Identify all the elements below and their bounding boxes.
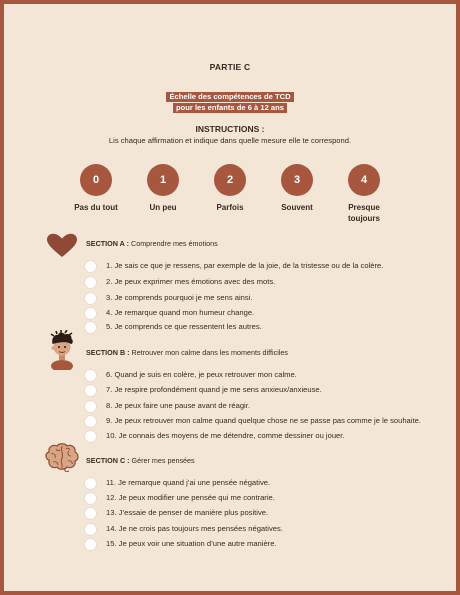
item-text: 4. Je remarque quand mon humeur change. [106, 308, 255, 317]
item-text: 8. Je peux faire une pause avant de réagir. [106, 401, 250, 410]
answer-radio-4[interactable] [84, 307, 97, 320]
item-text: 7. Je respire profondément quand je me sens anxieux/anxieuse. [106, 385, 322, 394]
answer-radio-9[interactable] [84, 415, 97, 428]
answer-radio-13[interactable] [84, 507, 97, 520]
answer-radio-14[interactable] [84, 523, 97, 536]
scale-title-line1: Échelle des compétences de TCD [166, 92, 293, 102]
scale-circle-2: 2 [214, 164, 246, 196]
scale-circle-3: 3 [281, 164, 313, 196]
answer-radio-3[interactable] [84, 292, 97, 305]
answer-radio-15[interactable] [84, 538, 97, 551]
scale-label-2: Parfois [216, 203, 244, 212]
section-c-heading [86, 456, 195, 465]
section-b-label: SECTION B : [86, 348, 130, 357]
answer-radio-12[interactable] [84, 492, 97, 505]
answer-radio-1[interactable] [84, 260, 97, 273]
scale-label-4-line2: toujours [348, 214, 380, 223]
part-title: PARTIE C [209, 62, 251, 72]
section-a-label: SECTION A : [86, 239, 129, 248]
item-text: 6. Quand je suis en colère, je peux retrouver mon calme. [106, 370, 297, 379]
scale-label-4 [329, 202, 399, 224]
answer-radio-5[interactable] [84, 321, 97, 334]
instructions-text: Lis chaque affirmation et indique dans quelle mesure elle te correspond. [108, 136, 352, 145]
answer-radio-8[interactable] [84, 400, 97, 413]
answer-radio-10[interactable] [84, 430, 97, 443]
scale-label-1: Un peu [149, 203, 177, 212]
section-a-heading [86, 239, 218, 248]
item-text: 9. Je peux retrouver mon calme quand quelque chose ne se passe pas comme je le souhaite. [106, 416, 421, 425]
brain-icon [44, 442, 80, 472]
item-text: 15. Je peux voir une situation d’une autre manière. [106, 539, 277, 548]
answer-radio-2[interactable] [84, 276, 97, 289]
item-text: 10. Je connais des moyens de me détendre, comme dessiner ou jouer. [106, 431, 345, 440]
heart-icon [46, 233, 78, 259]
item-text: 12. Je peux modifier une pensée qui me contrarie. [106, 493, 275, 502]
section-c-label: SECTION C : [86, 456, 130, 465]
boy-icon [48, 330, 76, 370]
scale-circle-1: 1 [147, 164, 179, 196]
section-b-heading [86, 348, 288, 357]
section-b-title: Retrouver mon calme dans les moments difficiles [131, 348, 288, 357]
section-c-title: Gérer mes pensées [131, 456, 195, 465]
scale-label-0: Pas du tout [74, 203, 118, 212]
item-text: 13. J’essaie de penser de manière plus positive. [106, 508, 269, 517]
scale-circle-0: 0 [80, 164, 112, 196]
scale-label-4-line1: Presque [348, 203, 380, 212]
instructions-title: INSTRUCTIONS : [195, 124, 265, 134]
item-text: 14. Je ne crois pas toujours mes pensées négatives. [106, 524, 283, 533]
answer-radio-6[interactable] [84, 369, 97, 382]
scale-label-3: Souvent [281, 203, 313, 212]
answer-radio-11[interactable] [84, 477, 97, 490]
item-text: 1. Je sais ce que je ressens, par exemple de la joie, de la tristesse ou de la colère. [106, 261, 384, 270]
section-a-title: Comprendre mes émotions [131, 239, 218, 248]
scale-title-line2: pour les enfants de 6 à 12 ans [173, 103, 287, 113]
item-text: 3. Je comprends pourquoi je me sens ainsi. [106, 293, 253, 302]
item-text: 11. Je remarque quand j’ai une pensée négative. [106, 478, 271, 487]
scale-circle-4: 4 [348, 164, 380, 196]
item-text: 5. Je comprends ce que ressentent les autres. [106, 322, 262, 331]
answer-radio-7[interactable] [84, 384, 97, 397]
item-text: 2. Je peux exprimer mes émotions avec des mots. [106, 277, 276, 286]
